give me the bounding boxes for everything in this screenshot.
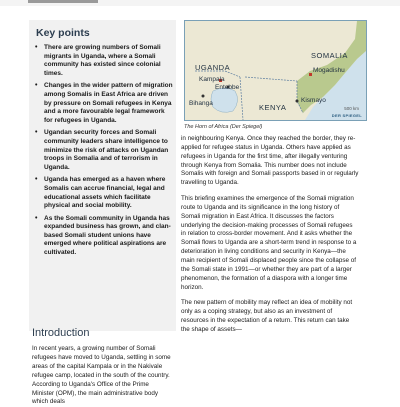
map-label-bihanga: Bihanga	[189, 100, 213, 107]
key-point-item	[35, 82, 174, 125]
key-point-text: Changes in the wider pattern of migration among Somalis in East Africa are driven by pressure on Somali refugees in Kenya and a more favourable legal framework for refugees in Uganda.	[44, 82, 173, 124]
key-point-text: Uganda has emerged as a haven where Somalis can accrue financial, legal and educational assets which facilitate physical and social mobility.	[44, 176, 166, 210]
key-points-list	[35, 44, 174, 262]
key-point-item	[35, 176, 174, 210]
map-scale: 500 km	[344, 106, 359, 111]
introduction-body: In recent years, a growing number of Somali refugees have moved to Uganda, settling in some areas of the capital Kampala or in the Nakivale refugee camp, located in the south of the country. According to Uganda's Office of the Prime Minister (OPM), the main administrative body which deals	[32, 345, 171, 406]
map-source: DER SPIEGEL	[331, 113, 362, 118]
map-label-kenya: KENYA	[259, 103, 287, 112]
introduction-heading: Introduction	[32, 327, 90, 339]
map-label-somalia: SOMALIA	[311, 51, 348, 60]
horn-of-africa-map	[184, 20, 367, 121]
bullet-icon: •	[35, 214, 38, 222]
bullet-icon: •	[35, 176, 38, 184]
map-label-uganda: UGANDA	[195, 63, 231, 72]
bullet-icon: •	[35, 82, 38, 90]
body-paragraph: in neighbouring Kenya. Once they reached the border, they re-applied for refugee status in Uganda. Others have applied as refugees in Uganda for the first time, after illegally venturing through Kenya from Somalia. This number does not include Somalis with foreign and Somali passports based in or regularly travelling to Uganda.	[181, 135, 359, 187]
key-point-text: As the Somali community in Uganda has expanded business has grown, and clan-based Somali student unions have emerged where political aspirations are cultivated.	[44, 214, 171, 257]
bullet-icon: •	[35, 44, 38, 51]
bullet-icon: •	[35, 129, 38, 137]
body-paragraph: This briefing examines the emergence of the Somali migration route to Uganda and its significance in the long history of Somali migration in East Africa. It discusses the factors underlying the decision-making processes of Somali refugees in relation to cross-border movement. And it asks whether the Somali flows to Uganda are a short-term trend in response to a deterioration in living conditions and security in Kenya—the main recipient of Somali displaced people since the collapse of the Somali state in 1991—or whether they are part of a larger phenomenon, the formation of a diaspora with a longer time horizon.	[181, 195, 357, 291]
key-point-item	[35, 129, 174, 172]
key-point-text: There are growing numbers of Somali migrants in Uganda, where a Somali community has existed since colonial times.	[44, 44, 161, 77]
key-points-title: Key points	[36, 27, 90, 39]
bihanga-marker	[202, 95, 205, 98]
header-band	[28, 0, 98, 3]
mogadishu-marker	[309, 73, 312, 76]
map-label-mogadishu: Mogadishu	[313, 67, 345, 74]
lake-victoria	[211, 88, 238, 112]
map-label-entebbe: Entebbe	[215, 84, 240, 91]
right-column-text	[181, 135, 359, 342]
key-point-item	[35, 215, 174, 258]
key-point-text: Ugandan security forces and Somali community leaders share intelligence to minimize the risk of attacks on Ugandan troops in Somalia and of terrorism in Uganda.	[44, 129, 169, 171]
page-top-strip	[0, 0, 400, 6]
kismayo-marker	[296, 100, 299, 103]
map-label-kampala: Kampala	[199, 76, 225, 83]
map-label-kismayo: Kismayo	[301, 97, 326, 104]
map-caption: The Horn of Africa (Der Spiegel)	[184, 124, 263, 130]
key-points-box	[29, 20, 176, 331]
key-point-item	[35, 44, 174, 78]
body-paragraph: The new pattern of mobility may reflect an idea of mobility not only as a coping strategy, but also as an investment of resources in the expectation of a return. This return can take the shape of assets—	[181, 299, 353, 333]
